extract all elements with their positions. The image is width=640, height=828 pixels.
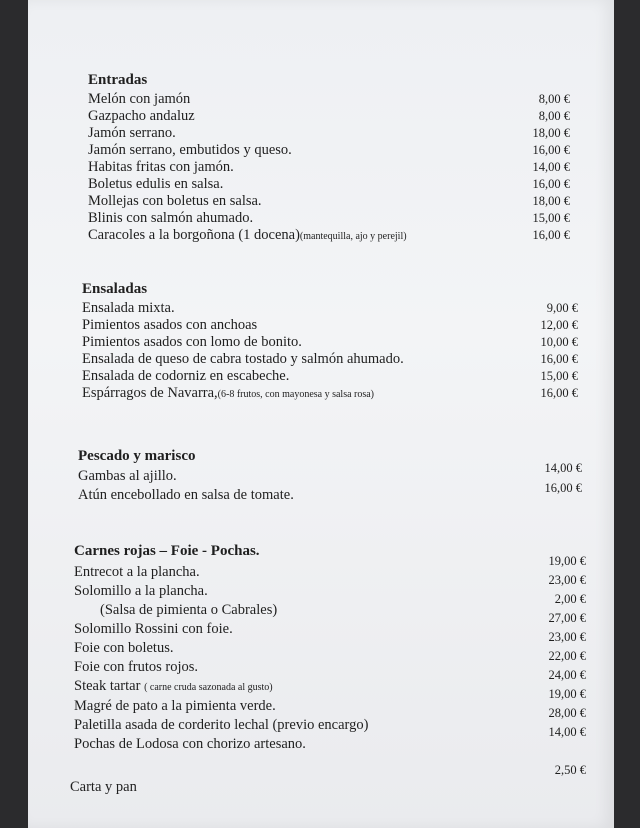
menu-item	[74, 677, 368, 697]
menu-item-label	[88, 210, 253, 227]
menu-item-name: Melón con jamón	[88, 91, 191, 107]
menu-item-price: 23,00 €	[548, 573, 586, 587]
menu-item	[88, 210, 570, 227]
menu-item-price: 9,00 €	[546, 301, 578, 315]
section-title: Pescado y marisco	[78, 448, 196, 464]
menu-item-name: Atún encebollado en salsa de tomate.	[78, 487, 294, 503]
menu-item	[74, 697, 368, 716]
menu-item-name: Solomillo Rossini con foie.	[74, 621, 233, 637]
menu-item-price: 15,00 €	[532, 211, 570, 225]
menu-item	[88, 108, 570, 125]
menu-item-name: Entrecot a la plancha.	[74, 564, 200, 580]
menu-item-price: 22,00 €	[548, 649, 586, 663]
section-pescado	[78, 447, 582, 467]
menu-item-label	[82, 368, 289, 385]
menu-item-label	[82, 317, 257, 334]
menu-item-name: Magré de pato a la pimienta verde.	[74, 698, 276, 714]
menu-item	[88, 176, 570, 193]
menu-item-name: Blinis con salmón ahumado.	[88, 210, 254, 226]
menu-item-label	[88, 193, 262, 210]
menu-item	[74, 620, 368, 639]
menu-item	[82, 385, 578, 403]
section-title: Carnes rojas – Foie - Pochas.	[74, 543, 260, 559]
menu-item-note: (6-8 frutos, con mayonesa y salsa rosa)	[217, 389, 375, 400]
menu-item-price: 16,00 €	[532, 177, 570, 191]
section-carnes	[74, 542, 584, 562]
menu-item-name: Ensalada de queso de cabra tostado y salmón ahumado.	[82, 351, 404, 367]
menu-item-name: Ensalada mixta.	[82, 300, 175, 316]
menu-item-price: 28,00 €	[548, 706, 586, 720]
menu-item	[82, 351, 578, 368]
menu-item	[88, 125, 570, 142]
section-title: Entradas	[88, 72, 148, 88]
menu-item-name: Habitas fritas con jamón.	[88, 159, 234, 175]
menu-item	[88, 142, 570, 159]
menu-item	[88, 227, 570, 245]
menu-item-label	[82, 385, 374, 403]
pescado-items	[78, 467, 294, 505]
menu-item	[74, 716, 368, 735]
menu-item-price: 27,00 €	[548, 611, 586, 625]
menu-item	[74, 582, 368, 601]
menu-item-name: Paletilla asada de corderito lechal (previo encargo)	[74, 717, 369, 733]
menu-item-name: Pimientos asados con lomo de bonito.	[82, 334, 302, 350]
menu-item-label	[82, 300, 175, 317]
menu-item-price: 2,00 €	[554, 592, 586, 606]
menu-item-label	[88, 176, 223, 193]
menu-item-price: 8,00 €	[538, 92, 570, 106]
menu-item-label	[88, 227, 407, 245]
menu-item-price: 23,00 €	[548, 630, 586, 644]
menu-item	[88, 159, 570, 176]
menu-item	[82, 334, 578, 351]
footer-name: Carta y pan	[70, 779, 137, 795]
menu-item-price: 16,00 €	[544, 481, 582, 495]
menu-item-name: Pochas de Lodosa con chorizo artesano.	[74, 736, 306, 752]
menu-list	[82, 300, 578, 403]
menu-item-name: Gazpacho andaluz	[88, 108, 195, 124]
menu-item-price: 16,00 €	[532, 143, 570, 157]
section-entradas	[88, 71, 570, 245]
menu-item	[74, 601, 368, 620]
menu-item-price: 18,00 €	[532, 126, 570, 140]
menu-item-label	[88, 142, 292, 159]
menu-item-name: Gambas al ajillo.	[78, 468, 177, 484]
pescado-prices	[545, 458, 583, 498]
menu-item	[74, 639, 368, 658]
menu-item-price: 14,00 €	[548, 725, 586, 739]
menu-item-price: 8,00 €	[538, 109, 570, 123]
menu-item-price: 16,00 €	[540, 352, 578, 366]
menu-item	[82, 368, 578, 385]
menu-item-name: Ensalada de codorniz en escabeche.	[82, 368, 290, 384]
menu-item-label	[88, 125, 176, 142]
menu-item-name: Jamón serrano, embutidos y queso.	[88, 142, 292, 158]
menu-item-price: 19,00 €	[548, 687, 586, 701]
menu-item-price: 16,00 €	[540, 386, 578, 400]
menu-item	[82, 300, 578, 317]
carnes-items	[74, 563, 368, 754]
menu-item-name: Boletus edulis en salsa.	[88, 176, 224, 192]
menu-item	[82, 317, 578, 334]
menu-item-price: 14,00 €	[544, 461, 582, 475]
footer-price: 2,50 €	[554, 763, 586, 777]
menu-item-price: 10,00 €	[540, 335, 578, 349]
menu-item	[88, 193, 570, 210]
menu-list	[88, 91, 570, 245]
menu-item-label	[88, 159, 234, 176]
menu-item	[74, 658, 368, 677]
menu-item-price: 16,00 €	[532, 228, 570, 242]
menu-item-label	[82, 334, 302, 351]
menu-item-name: Foie con boletus.	[74, 640, 174, 656]
menu-item-name: Solomillo a la plancha.	[74, 583, 208, 599]
menu-item-price: 14,00 €	[532, 160, 570, 174]
menu-item-price: 19,00 €	[548, 554, 586, 568]
menu-item-name: Mollejas con boletus en salsa.	[88, 193, 262, 209]
section-ensaladas	[82, 280, 578, 403]
menu-item-label	[88, 91, 190, 108]
menu-item	[74, 735, 368, 754]
menu-item	[88, 91, 570, 108]
menu-item-price: 15,00 €	[540, 369, 578, 383]
menu-item-name: Espárragos de Navarra,	[82, 385, 218, 401]
menu-item-note: ( carne cruda sazonada al gusto)	[144, 682, 273, 693]
menu-item-price: 18,00 €	[532, 194, 570, 208]
menu-item	[74, 563, 368, 582]
carnes-prices	[549, 552, 587, 742]
menu-item-name: Steak tartar	[74, 678, 141, 694]
menu-item-name: Pimientos asados con anchoas	[82, 317, 258, 333]
section-title: Ensaladas	[82, 281, 148, 297]
menu-item-price: 12,00 €	[540, 318, 578, 332]
menu-item-price: 24,00 €	[548, 668, 586, 682]
menu-item-name: Jamón serrano.	[88, 125, 176, 141]
menu-item-label	[88, 108, 195, 125]
menu-item-name: Foie con frutos rojos.	[74, 659, 199, 675]
menu-item-name: (Salsa de pimienta o Cabrales)	[100, 602, 278, 618]
menu-item-name: Caracoles a la borgoñona (1 docena)	[88, 227, 300, 243]
menu-item-note: (mantequilla, ajo y perejil)	[299, 231, 407, 242]
menu-item-label	[82, 351, 404, 368]
